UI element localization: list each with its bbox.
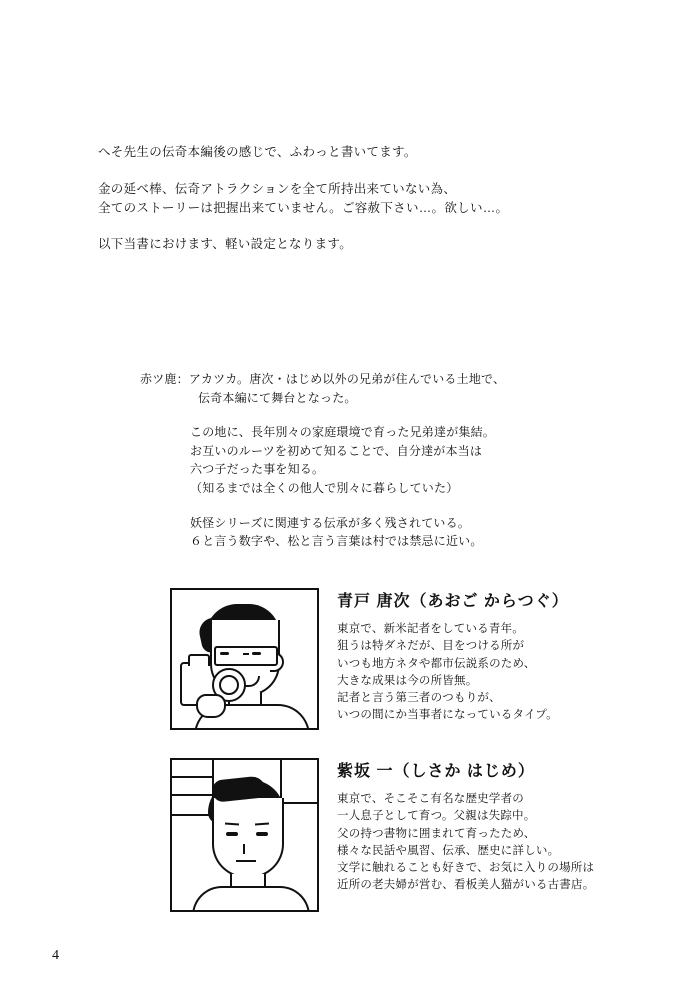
character-text <box>337 758 667 895</box>
character-description-line: いつの間にか当事者になっているタイプ。 <box>337 709 558 722</box>
intro-line-2 <box>98 180 598 216</box>
setting-block-3 <box>190 514 610 551</box>
character-description-line: 記者と言う第三者のつもりが、 <box>337 692 501 704</box>
setting-block-3-line: 妖怪シリーズに関連する伝承が多く残されている。 <box>190 515 471 530</box>
setting-place-label: 赤ツ鹿： <box>140 372 189 386</box>
character-description <box>337 621 667 725</box>
page-number: 4 <box>52 948 59 963</box>
setting-text-block <box>140 370 610 567</box>
historian-portrait <box>170 758 319 912</box>
character-text <box>337 588 667 725</box>
intro-text-block <box>98 143 598 272</box>
setting-place-line-1: アカツカ。唐次・はじめ以外の兄弟が住んでいる土地で、 <box>188 372 506 386</box>
character-entry <box>170 588 667 730</box>
character-description-line: いつも地方ネタや都市伝説系のため、 <box>337 657 536 670</box>
intro-line-3: 以下当書におけます、軽い設定となります。 <box>98 236 353 251</box>
character-name: 青戸 唐次（あおご からつぐ） <box>337 593 569 610</box>
intro-line-1: へそ先生の伝奇本編後の感じで、ふわっと書いてます。 <box>98 145 417 159</box>
character-entry <box>170 758 667 912</box>
setting-place <box>140 370 610 407</box>
intro-line-2a: 金の延べ棒、伝奇アトラクションを全て所持出来ていない為、 <box>98 182 457 197</box>
setting-block-3-line: ６と言う数字や、松と言う言葉は村では禁忌に近い。 <box>190 534 483 549</box>
setting-block-2 <box>190 423 610 497</box>
setting-place-line-2: 伝奇本編にて舞台となった。 <box>198 390 357 405</box>
intro-line-2b: 全てのストーリーは把握出来ていません。ご容赦下さい…。欲しい…。 <box>98 200 509 215</box>
setting-block-2-line: （知るまでは全くの他人で別々に暮らしていた） <box>190 480 459 495</box>
character-description-line: 狙うは特ダネだが、目をつける所が <box>337 640 525 653</box>
reporter-with-camera-portrait <box>170 588 319 730</box>
setting-block-2-line: 六つ子だった事を知る。 <box>190 462 325 477</box>
character-description-line: 大きな成果は今の所皆無。 <box>337 674 478 687</box>
character-description-line: 様々な民話や風習、伝承、歴史に詳しい。 <box>337 844 560 857</box>
character-description-line: 近所の老夫婦が営む、看板美人猫がいる古書店。 <box>337 879 595 892</box>
character-description-line: 父の持つ書物に囲まれて育ったため、 <box>337 827 536 840</box>
setting-block-2-line: この地に、長年別々の家庭環境で育った兄弟達が集結。 <box>190 425 496 440</box>
character-description-line: 東京で、新米記者をしている青年。 <box>337 623 524 635</box>
character-description-line: 文学に触れることも好きで、お気に入りの場所は <box>337 862 595 874</box>
character-description-line: 一人息子として育つ。父親は失踪中。 <box>337 810 536 823</box>
setting-block-2-line: お互いのルーツを初めて知ることで、自分達が本当は <box>190 443 483 458</box>
character-description-line: 東京で、そこそこ有名な歴史学者の <box>337 793 524 805</box>
character-name: 紫坂 一（しさか はじめ） <box>337 763 535 780</box>
character-description <box>337 791 667 895</box>
